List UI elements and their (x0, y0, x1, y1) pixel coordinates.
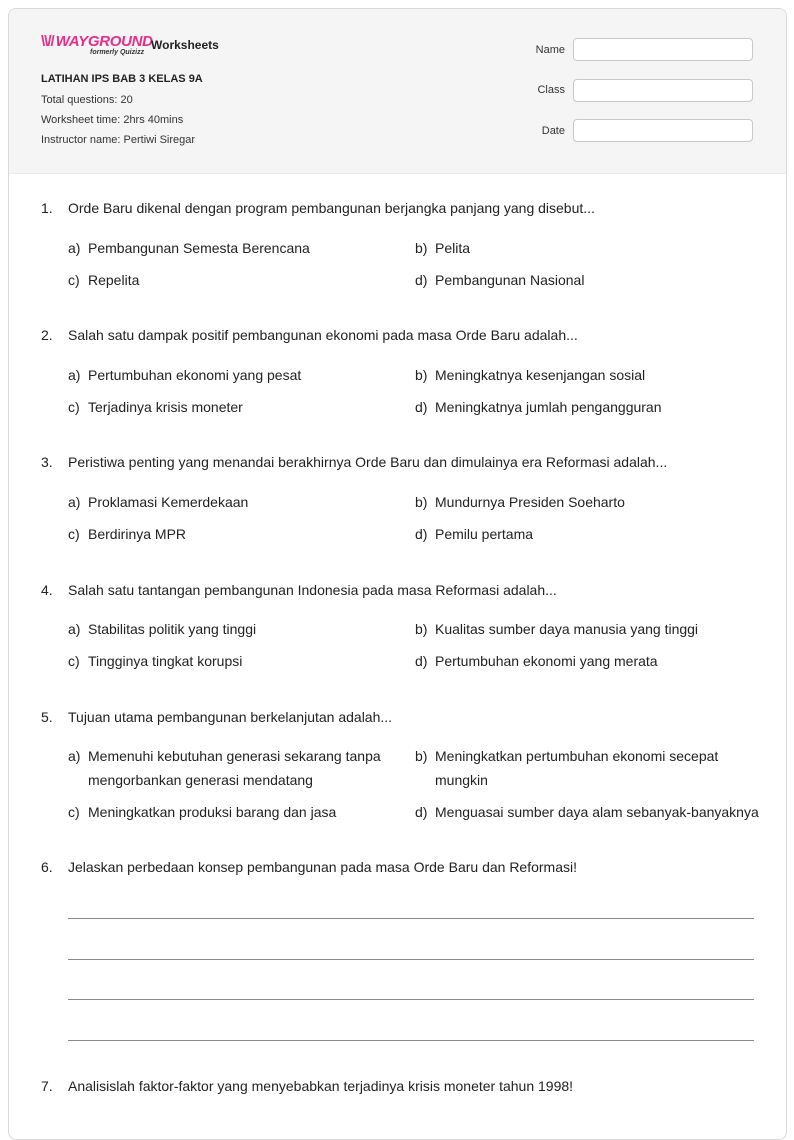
total-questions: Total questions: 20 (41, 94, 133, 106)
question-text: Salah satu dampak positif pembangunan ekonomi pada masa Orde Baru adalah... (68, 327, 578, 343)
question-number: 5. (41, 709, 53, 725)
question-text: Tujuan utama pembangunan berkelanjutan adalah... (68, 709, 393, 725)
logo-marks-icon: \\// (41, 33, 54, 50)
question-number: 7. (41, 1078, 53, 1094)
question-number: 3. (41, 454, 53, 470)
name-field[interactable] (573, 38, 753, 61)
worksheet-page: \\// WAYGROUND formerly Quizizz Worksheets LATIHAN IPS BAB 3 KELAS 9A Total questions: 20 Worksheet time: 2hrs 40mins Instructor name: Pertiwi Siregar Name Class Date 1. Orde Baru dikenal dengan program pembangunan berjangka panjang yang disebut... a) Pembangunan Semesta Berencana b) Pelita c) Repelita d) Pembangunan Nasional 2. Salah satu dampak positif pembangunan ekonomi pada masa Orde Baru adalah... a) Pertumbuhan ekonomi yang pesat b) Meningkatnya kesenjangan sosial c) Terjadinya krisis moneter d) Meningkatnya jumlah pengangguran 3. Peristiwa penting yang menandai berakhirnya Orde Baru dan dimulainya era Reformasi adalah... a) Proklamasi Kemerdekaan b) Mundurnya Presiden Soeharto c) Berdirinya MPR d) Pemilu pertama 4. Salah satu tantangan pembangunan Indonesia pada masa Reformasi adalah... a) Stabilitas politik yang tinggi b) Kualitas sumber daya manusia yang tinggi c) Tingginya tingkat korupsi d) Pertumbuhan ekonomi yang merata 5. Tujuan utama pembangunan berkelanjutan adalah... a) Memenuhi kebutuhan generasi sekarang tanpa mengorbankan generasi mendatang b) Meningkatkan pertumbuhan ekonomi secepat mungkin c) Meningkatkan produksi barang dan jasa d) Menguasai sumber daya alam sebanyak-banyaknya 6. Jelaskan perbedaan konsep pembangunan pada masa Orde Baru dan Reformasi! 7. Analisislah faktor-faktor yang menyebabkan terjadinya krisis moneter tahun 1998! (8, 8, 787, 1140)
question-number: 4. (41, 582, 53, 598)
worksheets-label: Worksheets (151, 38, 219, 52)
question-number: 6. (41, 859, 53, 875)
date-field[interactable] (573, 119, 753, 142)
logo-brand-text: WAYGROUND (55, 33, 153, 50)
answer-line[interactable] (68, 999, 754, 1000)
question-text: Orde Baru dikenal dengan program pembangunan berjangka panjang yang disebut... (68, 200, 595, 216)
worksheet-header (9, 9, 786, 174)
name-label: Name (535, 44, 565, 56)
date-label: Date (541, 125, 565, 137)
question-text: Analisislah faktor-faktor yang menyebabkan terjadinya krisis moneter tahun 1998! (68, 1078, 574, 1094)
answer-line[interactable] (68, 959, 754, 960)
worksheet-title: LATIHAN IPS BAB 3 KELAS 9A (41, 73, 203, 85)
question-text: Jelaskan perbedaan konsep pembangunan pada masa Orde Baru dan Reformasi! (68, 859, 577, 875)
logo-subtitle: formerly Quizizz (90, 49, 145, 56)
question-number: 2. (41, 327, 53, 343)
class-field[interactable] (573, 79, 753, 102)
question-text: Salah satu tantangan pembangunan Indonesia pada masa Reformasi adalah... (68, 582, 557, 598)
answer-line[interactable] (68, 918, 754, 919)
wayground-logo (41, 33, 153, 63)
answer-line[interactable] (68, 1040, 754, 1041)
class-label: Class (537, 84, 565, 96)
worksheet-time: Worksheet time: 2hrs 40mins (41, 114, 184, 126)
question-number: 1. (41, 200, 53, 216)
instructor-name: Instructor name: Pertiwi Siregar (41, 134, 196, 146)
question-text: Peristiwa penting yang menandai berakhirnya Orde Baru dan dimulainya era Reformasi adalah... (68, 454, 668, 470)
